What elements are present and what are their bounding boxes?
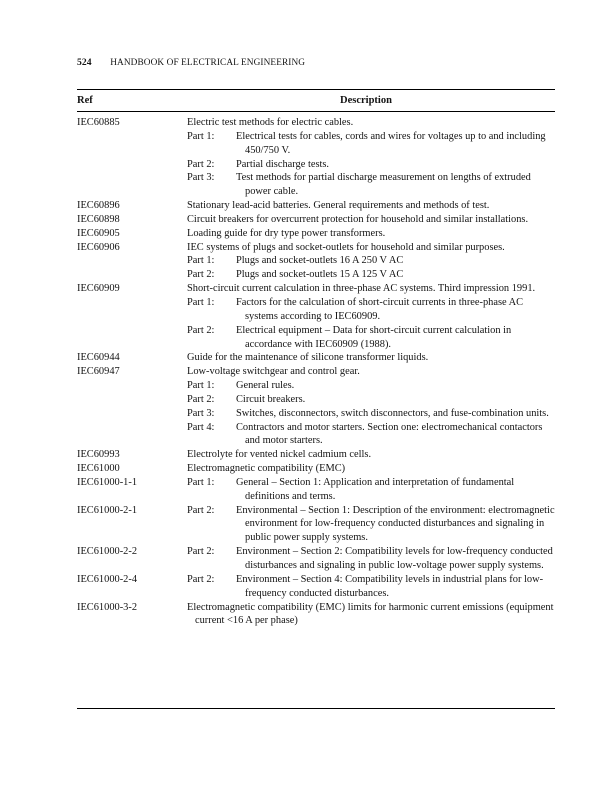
standard-part [187,296,555,324]
standard-part [187,268,555,282]
standard-ref: IEC61000-3-2 [77,601,138,613]
standard-ref: IEC61000-2-2 [77,546,138,558]
standard-ref: IEC60885 [77,117,120,128]
standard-description-cell [187,448,555,462]
standard-description-cell [187,199,555,213]
table-row [77,282,555,351]
part-description: Environmental – Section 1: Description of the environment: electromagnetic environment for low-frequency conducted disturbances and signaling in public power supply systems. [236,504,555,544]
page-number: 524 [77,57,92,68]
part-description: Factors for the calculation of short-circuit currents in three-phase AC systems according to IEC60909. [236,296,524,322]
standard-description-cell [187,116,555,199]
standard-part [187,393,555,407]
standard-title: Short-circuit current calculation in three-phase AC systems. Third impression 1991. [187,283,536,295]
table-row [77,227,555,241]
standard-part [187,476,555,504]
standard-description-cell [187,462,555,476]
column-header-ref: Ref [77,95,93,106]
standard-description-cell [187,545,555,573]
standard-title: Guide for the maintenance of silicone transformer liquids. [187,352,429,364]
part-label: Part 4: [187,421,215,433]
standard-ref: IEC60947 [77,366,120,378]
standard-part [187,545,555,573]
part-description: Test methods for partial discharge measurement on lengths of extruded power cable. [236,172,531,198]
standard-description-cell [187,213,555,227]
table-row [77,476,555,504]
table-row [77,116,555,199]
part-description: Contractors and motor starters. Section one: electromechanical contactors and motor starters. [236,421,543,447]
part-label: Part 1: [187,296,215,308]
part-description: General rules. [236,380,295,392]
part-description: Partial discharge tests. [236,158,330,170]
table-top-rule [77,89,555,90]
part-label: Part 3: [187,172,215,184]
standard-description-cell [187,601,555,629]
part-label: Part 2: [187,504,215,516]
table-row [77,545,555,573]
standard-title: Stationary lead-acid batteries. General requirements and methods of test. [187,200,490,212]
standard-part [187,573,555,601]
table-header-rule [77,111,555,112]
part-description: Circuit breakers. [236,393,306,405]
standard-title: Electromagnetic compatibility (EMC) [187,463,346,475]
standard-description-cell [187,241,555,283]
standard-part [187,130,555,158]
part-label: Part 1: [187,380,215,392]
table-row [77,365,555,448]
part-label: Part 2: [187,393,215,405]
standard-ref: IEC61000-2-4 [77,573,138,585]
part-description: General – Section 1: Application and interpretation of fundamental definitions and terms. [236,476,515,502]
part-label: Part 1: [187,476,215,488]
standard-ref: IEC61000 [77,463,120,475]
standard-ref: IEC60993 [77,449,120,461]
standard-part [187,379,555,393]
table-row [77,462,555,476]
table-row [77,448,555,462]
standard-ref: IEC60906 [77,241,120,253]
table-row [77,351,555,365]
part-description: Electrical tests for cables, cords and wires for voltages up to and including 450/750 V. [236,130,546,156]
part-label: Part 1: [187,255,215,267]
standard-ref: IEC61000-1-1 [77,476,138,488]
standard-ref: IEC60909 [77,283,120,295]
standard-part [187,324,555,352]
running-title: HANDBOOK OF ELECTRICAL ENGINEERING [110,58,306,68]
standard-description-cell [187,476,555,504]
standard-ref: IEC60898 [77,213,120,225]
standard-part [187,407,555,421]
part-label: Part 3: [187,407,215,419]
standard-description-cell [187,365,555,448]
part-description: Switches, disconnectors, switch disconnectors, and fuse-combination units. [236,407,549,419]
standards-table-body [77,116,555,628]
part-description: Environment – Section 4: Compatibility levels in industrial plans for low-frequency conducted disturbances. [236,573,544,599]
part-label: Part 2: [187,546,215,558]
part-description: Environment – Section 2: Compatibility levels for low-frequency conducted disturbances and signaling in public low-voltage power supply systems. [236,546,553,571]
standard-description-cell [187,351,555,365]
standard-part [187,421,555,449]
standard-part [187,158,555,172]
table-bottom-rule [77,708,555,709]
table-row [77,504,555,546]
running-header [77,57,305,68]
part-description: Plugs and socket-outlets 15 A 125 V AC [236,269,404,281]
standard-title: Electromagnetic compatibility (EMC) limits for harmonic current emissions (equipment current <16 A per phase) [187,601,554,627]
column-header-description: Description [340,95,392,106]
standard-title: Circuit breakers for overcurrent protection for household and similar installations. [187,213,529,225]
table-row [77,601,555,629]
part-label: Part 2: [187,324,215,336]
standard-title: Electric test methods for electric cables. [187,117,354,128]
standard-title: Loading guide for dry type power transformers. [187,227,386,239]
standard-ref: IEC61000-2-1 [77,504,138,516]
part-label: Part 2: [187,573,215,585]
standard-part [187,171,555,199]
standard-title: Low-voltage switchgear and control gear. [187,366,360,378]
part-label: Part 2: [187,158,215,170]
standard-part [187,254,555,268]
standard-ref: IEC60905 [77,227,120,239]
table-row [77,199,555,213]
standard-description-cell [187,573,555,601]
standard-title: IEC systems of plugs and socket-outlets for household and similar purposes. [187,241,505,253]
standard-description-cell [187,504,555,546]
standard-ref: IEC60896 [77,200,120,212]
part-label: Part 1: [187,130,215,142]
table-row [77,213,555,227]
standard-description-cell [187,227,555,241]
part-label: Part 2: [187,269,215,281]
part-description: Electrical equipment – Data for short-circuit current calculation in accordance with IEC60909 (1988). [236,324,512,350]
standard-title: Electrolyte for vented nickel cadmium cells. [187,449,372,461]
table-row [77,573,555,601]
table-row [77,241,555,283]
standard-part [187,504,555,546]
part-description: Plugs and socket-outlets 16 A 250 V AC [236,255,404,267]
standard-ref: IEC60944 [77,352,120,364]
standard-description-cell [187,282,555,351]
